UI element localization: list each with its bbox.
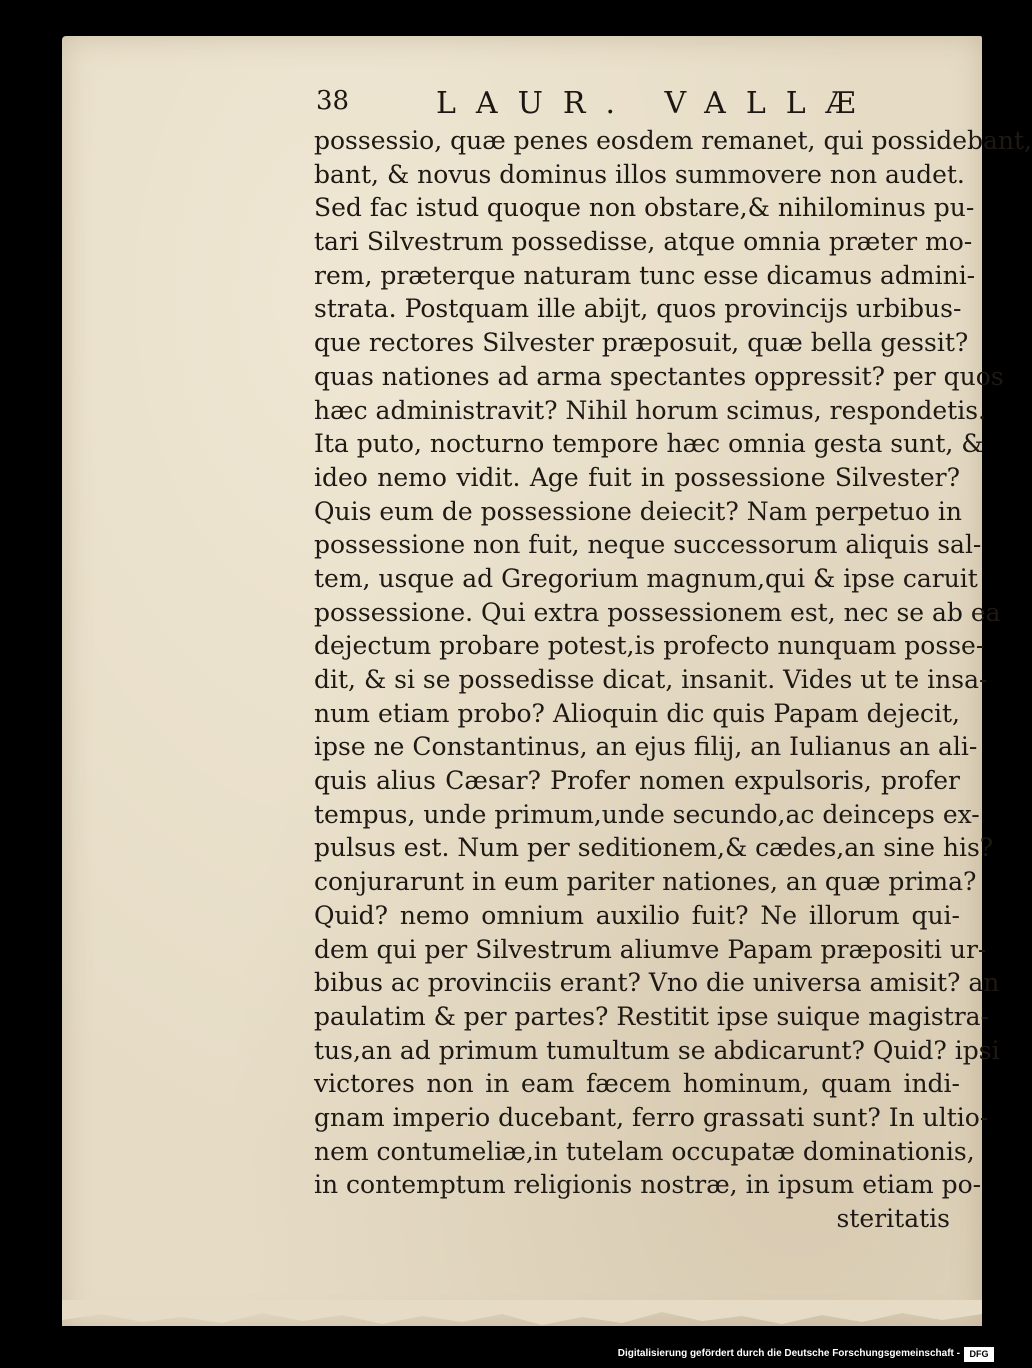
running-title: LAUR. VALLÆ	[436, 86, 876, 121]
text-line: num etiam probo? Alioquin dic quis Papam dejecit,	[314, 698, 960, 728]
text-line: ipse ne Constantinus, an ejus filij, an Iulianus an ali-	[314, 732, 978, 762]
text-line: hæc administravit? Nihil horum scimus, respondetis.	[314, 395, 986, 425]
text-line: possessio, quæ penes eosdem remanet, qui possidebant,	[314, 126, 1032, 155]
text-line: dejectum probare potest,is profecto nunquam posse-	[314, 631, 985, 661]
catchword: steritatis	[836, 1204, 950, 1233]
running-head	[316, 86, 956, 120]
text-line: que rectores Silvester præposuit, quæ bella gessit?	[314, 328, 969, 358]
body-text	[314, 124, 1032, 1236]
text-line: strata. Postquam ille abijt, quos provincijs urbibus-	[314, 294, 962, 324]
text-line: pulsus est. Num per seditionem,& cædes,an sine his?	[314, 833, 994, 863]
text-line: quas nationes ad arma spectantes oppressit? per quos	[314, 361, 1004, 391]
text-line: nem contumeliæ,in tutelam occupatæ dominationis,	[314, 1136, 975, 1166]
text-line: gnam imperio ducebant, ferro grassati sunt? In ultio-	[314, 1102, 989, 1132]
text-line: possessione non fuit, neque successorum aliquis sal-	[314, 530, 982, 560]
dfg-logo-icon: DFG	[964, 1347, 994, 1362]
text-line: tem, usque ad Gregorium magnum,qui & ipse caruit	[314, 563, 978, 593]
text-line: bant, & novus dominus illos summovere non audet.	[314, 159, 965, 189]
text-line: paulatim & per partes? Restitit ipse suique magistra-	[314, 1001, 990, 1031]
text-line: in contemptum religionis nostræ, in ipsum etiam po-	[314, 1170, 982, 1200]
text-line: bibus ac provinciis erant? Vno die universa amisit? an	[314, 968, 1000, 998]
torn-page-edge	[62, 1300, 982, 1330]
text-line: quis alius Cæsar? Profer nomen expulsoris, profer	[314, 766, 960, 796]
funding-notice: Digitalisierung gefördert durch die Deutsche Forschungsgemeinschaft -	[617, 1348, 960, 1359]
text-line: Quid? nemo omnium auxilio fuit? Ne illorum qui-	[314, 900, 960, 930]
text-line: tempus, unde primum,unde secundo,ac deinceps ex-	[314, 799, 980, 829]
text-line: possessione. Qui extra possessionem est, nec se ab ea	[314, 597, 1001, 627]
text-line: dem qui per Silvestrum aliumve Papam præpositi ur-	[314, 934, 987, 964]
text-line: tari Silvestrum possedisse, atque omnia præter mo-	[314, 227, 973, 257]
text-line: Ita puto, nocturno tempore hæc omnia gesta sunt, &	[314, 429, 984, 459]
text-line: tus,an ad primum tumultum se abdicarunt? Quid? ipsi	[314, 1035, 1000, 1065]
page-number: 38	[316, 86, 350, 116]
text-line: dit, & si se possedisse dicat, insanit. Vides ut te insa-	[314, 665, 988, 694]
text-line: Quis eum de possessione deiecit? Nam perpetuo in	[314, 496, 962, 526]
text-line: rem, præterque naturam tunc esse dicamus admini-	[314, 260, 976, 290]
footer-band	[0, 1344, 1000, 1368]
text-line: victores non in eam fæcem hominum, quam indi-	[314, 1069, 960, 1099]
text-line: Sed fac istud quoque non obstare,& nihilominus pu-	[314, 193, 975, 223]
text-line: ideo nemo vidit. Age fuit in possessione Silvester?	[314, 462, 960, 492]
text-line: conjurarunt in eum pariter nationes, an quæ prima?	[314, 867, 977, 897]
